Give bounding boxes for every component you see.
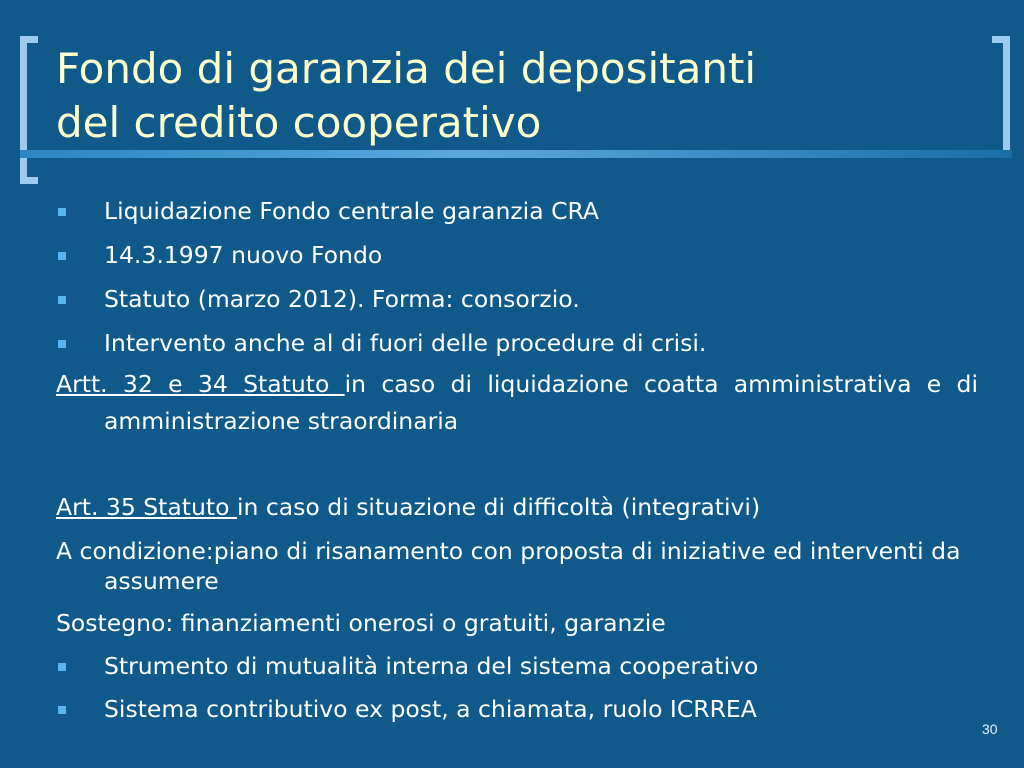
- bullet-text: 14.3.1997 nuovo Fondo: [104, 241, 383, 269]
- slide-body: [56, 196, 978, 724]
- artt-32-34-reference: Artt. 32 e 34 Statuto: [56, 370, 345, 398]
- bullet-text: Sistema contributivo ex post, a chiamata, ruolo ICRREA: [104, 695, 757, 723]
- square-bullet-icon: [58, 296, 66, 304]
- title-line-1: Fondo di garanzia dei depositanti: [56, 44, 757, 93]
- bullet-item: [56, 328, 978, 358]
- bullet-item: [56, 284, 978, 314]
- bullet-item: [56, 240, 978, 270]
- square-bullet-icon: [58, 706, 66, 714]
- square-bullet-icon: [58, 340, 66, 348]
- condizione-paragraph: A condizione:piano di risanamento con proposta di iniziative ed interventi da assumere: [56, 537, 961, 595]
- artt-32-34-paragraph: [56, 366, 978, 440]
- left-bracket-decoration: [20, 36, 38, 184]
- sostegno-paragraph: Sostegno: finanziamenti onerosi o gratuiti, garanzie: [56, 609, 666, 637]
- bullet-item: [56, 196, 978, 226]
- bullet-item: [56, 694, 978, 724]
- slide-title: [56, 42, 976, 150]
- bullet-text: Liquidazione Fondo centrale garanzia CRA: [104, 197, 599, 225]
- art-35-paragraph: [56, 492, 978, 522]
- bullet-item: [56, 651, 978, 681]
- art-35-text: in caso di situazione di difficoltà (integrativi): [236, 493, 761, 521]
- square-bullet-icon: [58, 663, 66, 671]
- bullet-text: Strumento di mutualità interna del sistema cooperativo: [104, 652, 759, 680]
- square-bullet-icon: [58, 252, 66, 260]
- title-divider: [20, 150, 1012, 158]
- right-bracket-decoration: [992, 36, 1010, 158]
- bullet-text: Statuto (marzo 2012). Forma: consorzio.: [104, 285, 580, 313]
- bullet-text: Intervento anche al di fuori delle procedure di crisi.: [104, 329, 707, 357]
- artt-32-34-text: in caso di liquidazione coatta amministrativa e di amministrazione straordinaria: [104, 370, 978, 435]
- art-35-reference: Art. 35 Statuto: [56, 493, 237, 521]
- slide-number: 30: [982, 721, 998, 737]
- title-line-2: del credito cooperativo: [56, 98, 542, 147]
- square-bullet-icon: [58, 208, 66, 216]
